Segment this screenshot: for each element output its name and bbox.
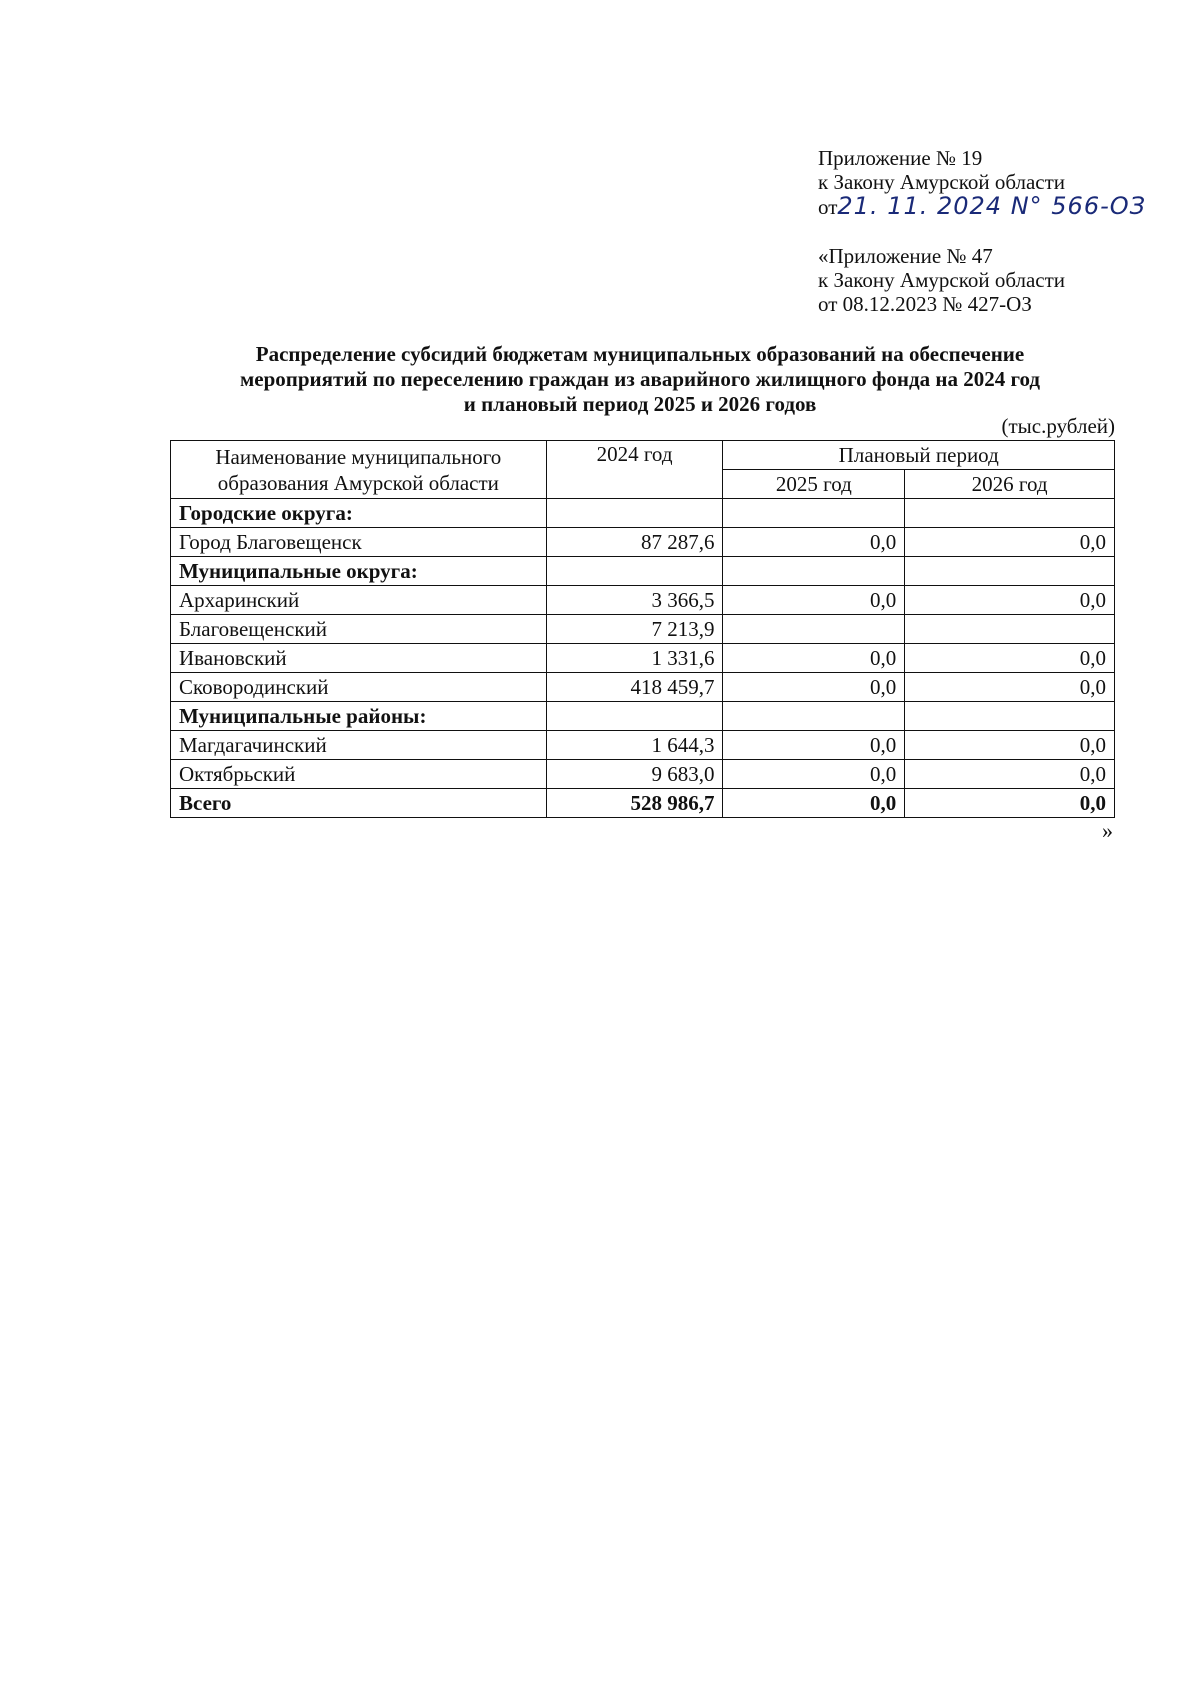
cell-2026: 0,0: [905, 644, 1115, 673]
table-group-row: [171, 557, 1115, 586]
cell-2024: [546, 557, 723, 586]
cell-2024: [546, 702, 723, 731]
document-title: [150, 342, 1130, 417]
cell-2026: [905, 702, 1115, 731]
table-row: [171, 644, 1115, 673]
appendix-law: к Закону Амурской области: [818, 170, 1066, 194]
cell-2025: 0,0: [723, 528, 905, 557]
cell-name: Магдагачинский: [171, 731, 547, 760]
cell-name: Всего: [171, 789, 547, 818]
cell-name: Благовещенский: [171, 615, 547, 644]
cell-name: Ивановский: [171, 644, 547, 673]
appendix-date-prefix: от: [818, 195, 838, 219]
cell-2026: 0,0: [905, 760, 1115, 789]
cell-name: Муниципальные округа:: [171, 557, 547, 586]
cell-2024: 9 683,0: [546, 760, 723, 789]
cell-2025: 0,0: [723, 789, 905, 818]
table-group-row: [171, 702, 1115, 731]
table-row: [171, 731, 1115, 760]
header-row: [171, 441, 1115, 470]
appendix-reference-old: [818, 244, 1065, 316]
cell-2024: 1 644,3: [546, 731, 723, 760]
cell-2024: [546, 499, 723, 528]
table-group-row: [171, 499, 1115, 528]
cell-2025: 0,0: [723, 586, 905, 615]
cell-2026: 0,0: [905, 731, 1115, 760]
cell-2026: [905, 499, 1115, 528]
cell-2026: [905, 615, 1115, 644]
cell-2025: [723, 615, 905, 644]
cell-name: Городские округа:: [171, 499, 547, 528]
cell-2025: [723, 702, 905, 731]
cell-name: Город Благовещенск: [171, 528, 547, 557]
appendix-number: Приложение № 19: [818, 146, 983, 170]
cell-2025: [723, 557, 905, 586]
appendix-date: от 08.12.2023 № 427-ОЗ: [818, 292, 1032, 316]
table-row: [171, 673, 1115, 702]
appendix-number: «Приложение № 47: [818, 244, 993, 268]
table-row: [171, 586, 1115, 615]
cell-2025: 0,0: [723, 644, 905, 673]
cell-2026: [905, 557, 1115, 586]
header-2026: 2026 год: [905, 470, 1115, 499]
header-name: Наименование муниципального образования Амурской области: [171, 441, 547, 499]
table-row: [171, 615, 1115, 644]
title-line: и плановый период 2025 и 2026 годов: [463, 392, 817, 416]
appendix-date-line: [818, 194, 1146, 219]
cell-2025: 0,0: [723, 760, 905, 789]
cell-name: Муниципальные районы:: [171, 702, 547, 731]
cell-2024: 528 986,7: [546, 789, 723, 818]
header-planned-period: Плановый период: [723, 441, 1115, 470]
cell-2024: 7 213,9: [546, 615, 723, 644]
cell-2024: 87 287,6: [546, 528, 723, 557]
cell-2024: 3 366,5: [546, 586, 723, 615]
cell-2024: 1 331,6: [546, 644, 723, 673]
cell-2025: [723, 499, 905, 528]
cell-name: Архаринский: [171, 586, 547, 615]
cell-2024: 418 459,7: [546, 673, 723, 702]
title-line: Распределение субсидий бюджетам муниципальных образований на обеспечение: [255, 342, 1025, 366]
closing-quote: »: [1102, 818, 1113, 843]
subsidy-table: [170, 440, 1115, 818]
cell-name: Октябрьский: [171, 760, 547, 789]
table-row: [171, 528, 1115, 557]
cell-2026: 0,0: [905, 528, 1115, 557]
appendix-reference-new: [818, 146, 1146, 219]
header-2024: 2024 год: [546, 441, 723, 499]
table-total-row: [171, 789, 1115, 818]
cell-name: Сковородинский: [171, 673, 547, 702]
units-label: (тыс.рублей): [1001, 414, 1115, 438]
appendix-law: к Закону Амурской области: [818, 268, 1066, 292]
cell-2026: 0,0: [905, 586, 1115, 615]
handwritten-date-number: 21. 11. 2024 N° 566-ОЗ: [837, 192, 1147, 220]
cell-2026: 0,0: [905, 673, 1115, 702]
title-line: мероприятий по переселению граждан из аварийного жилищного фонда на 2024 год: [239, 367, 1041, 391]
cell-2025: 0,0: [723, 731, 905, 760]
header-2025: 2025 год: [723, 470, 905, 499]
cell-2025: 0,0: [723, 673, 905, 702]
cell-2026: 0,0: [905, 789, 1115, 818]
table-row: [171, 760, 1115, 789]
